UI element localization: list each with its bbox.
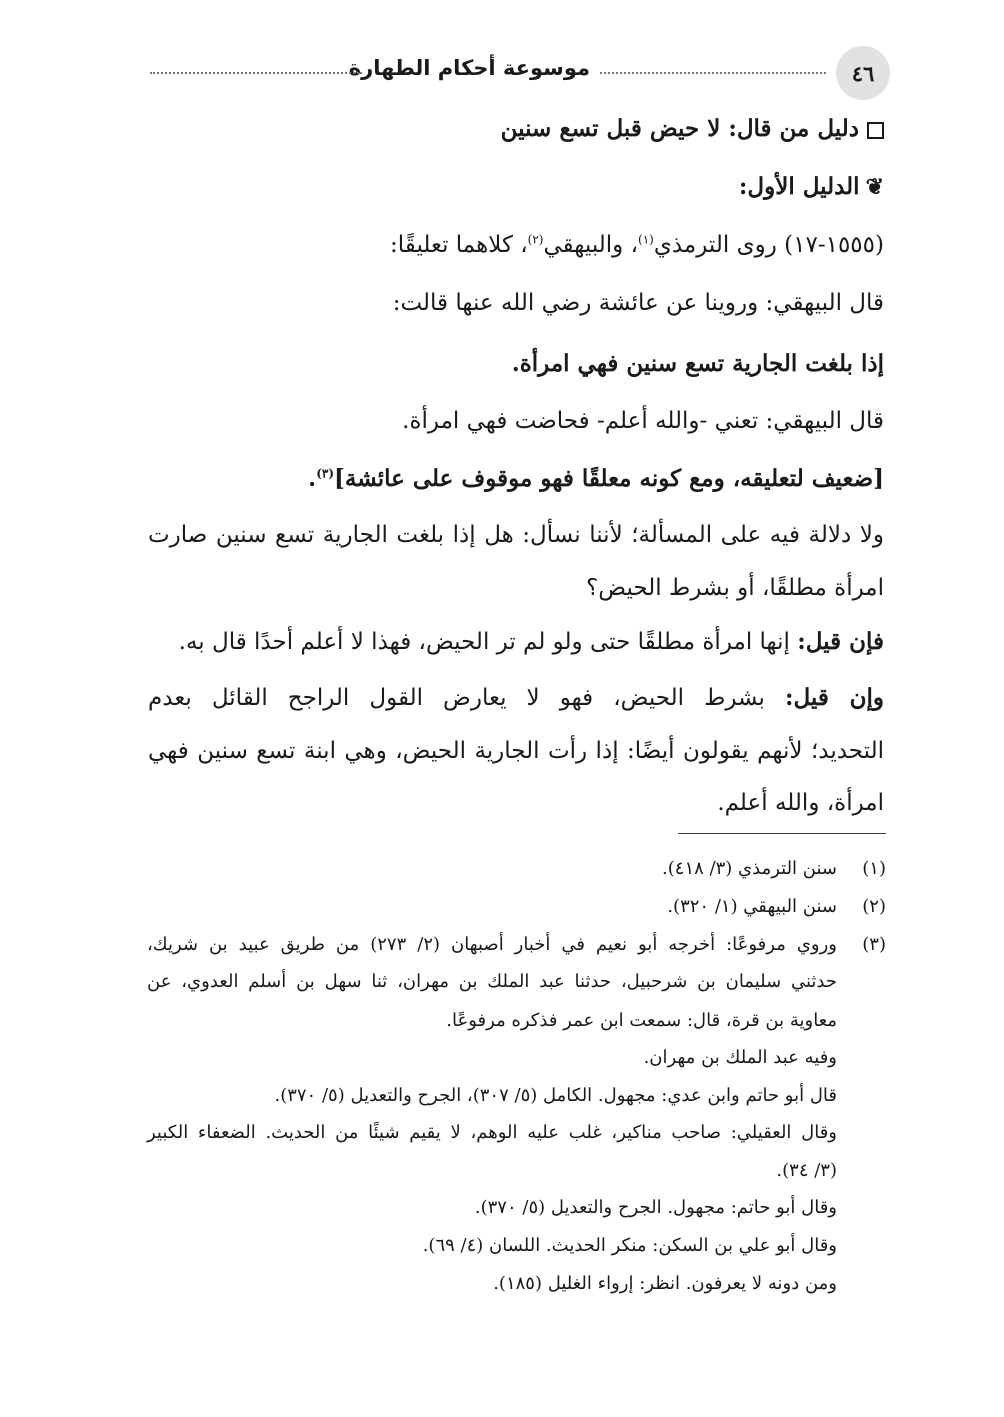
footnote-number: (٣) [862,934,886,955]
footnote-3-line: وقال العقيلي: صاحب مناكير، غلب عليه الوهم، لا يقيم شيئًا من الحديث. الضعفاء الكبير [147,1122,837,1143]
text-span: بشرط الحيض، فهو لا يعارض القول الراجح القائل بعدم [148,685,785,711]
body-line: قال البيهقي: تعني -والله أعلم- فحاضت فهي امرأة. [402,408,884,434]
body-line: امرأة مطلقًا، أو بشرط الحيض؟ [586,575,884,601]
leaf-icon: ❦ [865,174,884,200]
page-number-badge [836,46,890,100]
text-span: ، والبيهقي [543,232,639,258]
header-dotted-rule-right [600,72,826,74]
footnote-3-line: معاوية بن قرة، قال: سمعت ابن عمر فذكره مرفوعًا. [446,1010,837,1031]
footnote-3-line: ومن دونه لا يعرفون. انظر: إرواء الغليل (١٨٥). [493,1273,837,1294]
footnote-ref-1: (١) [638,232,654,247]
grading-line [148,465,884,493]
footnote-3-line: قال أبو حاتم وابن عدي: مجهول. الكامل (٥/ ٣٠٧)، الجرح والتعديل (٥/ ٣٧٠). [274,1085,837,1106]
page-number: ٤٦ [851,60,875,86]
running-header-title: موسوعة أحكام الطهارة [348,56,590,80]
footnote-number: (١) [862,858,886,879]
footnote-3-line: وقال أبو حاتم: مجهول. الجرح والتعديل (٥/ ٣٧٠). [474,1197,837,1218]
checkbox-icon [867,122,884,139]
hadith-citation-line [148,232,884,260]
footnote-separator [678,833,886,834]
text-span: ، كلاهما تعليقًا: [390,232,528,258]
footnote-ref-2: (٢) [527,232,544,247]
body-line [148,628,884,657]
body-line: قال البيهقي: وروينا عن عائشة رضي الله عنها قالت: [392,290,884,316]
body-line [148,684,884,713]
bold-lead: فإن قيل: [797,628,884,655]
text-span: إنها امرأة مطلقًا حتى ولو لم تر الحيض، فهذا لا أعلم أحدًا قال به. [178,629,798,655]
footnote-3-line: وفيه عبد الملك بن مهران. [643,1047,837,1068]
section-heading [148,115,884,143]
section-heading-text: دليل من قال: لا حيض قبل تسع سنين [500,115,859,142]
body-line: امرأة، والله أعلم. [717,790,884,816]
footnote-3-line: (٣/ ٣٤). [776,1160,837,1181]
footnote-number: (٢) [862,896,886,917]
subsection-heading [148,173,884,201]
footnote-2: سنن البيهقي (١/ ٣٢٠). [667,896,837,917]
footnote-3-line: حدثني سليمان بن شرحبيل، حدثنا عبد الملك بن مهران، ثنا سهل بن أسلم العدوي، عن [147,971,837,992]
header-dotted-rule-left [150,72,362,74]
body-line: ولا دلالة فيه على المسألة؛ لأننا نسأل: هل إذا بلغت الجارية تسع سنين صارت [148,522,884,548]
footnote-ref-3: (٣) [316,466,335,481]
text-span: . [308,465,317,492]
body-line: التحديد؛ لأنهم يقولون أيضًا: إذا رأت الجارية الحيض، وهي ابنة تسع سنين فهي [148,738,884,764]
footnote-3-line: وقال أبو علي بن السكن: منكر الحديث. اللسان (٤/ ٦٩). [422,1235,837,1256]
hadith-number-text: (١٥٥٥-١٧) روى الترمذي [653,232,884,258]
bold-lead: وإن قيل: [785,684,884,711]
footnote-3-line: وروي مرفوعًا: أخرجه أبو نعيم في أخبار أصبهان (٢/ ٢٧٣) من طريق عبيد بن شريك، [147,934,837,955]
grading-text: [ضعيف لتعليقه، ومع كونه معلقًا فهو موقوف على عائشة] [334,465,884,492]
hadith-text: إذا بلغت الجارية تسع سنين فهي امرأة. [511,350,884,377]
footnote-1: سنن الترمذي (٣/ ٤١٨). [662,858,837,879]
subsection-heading-text: الدليل الأول: [738,173,860,200]
